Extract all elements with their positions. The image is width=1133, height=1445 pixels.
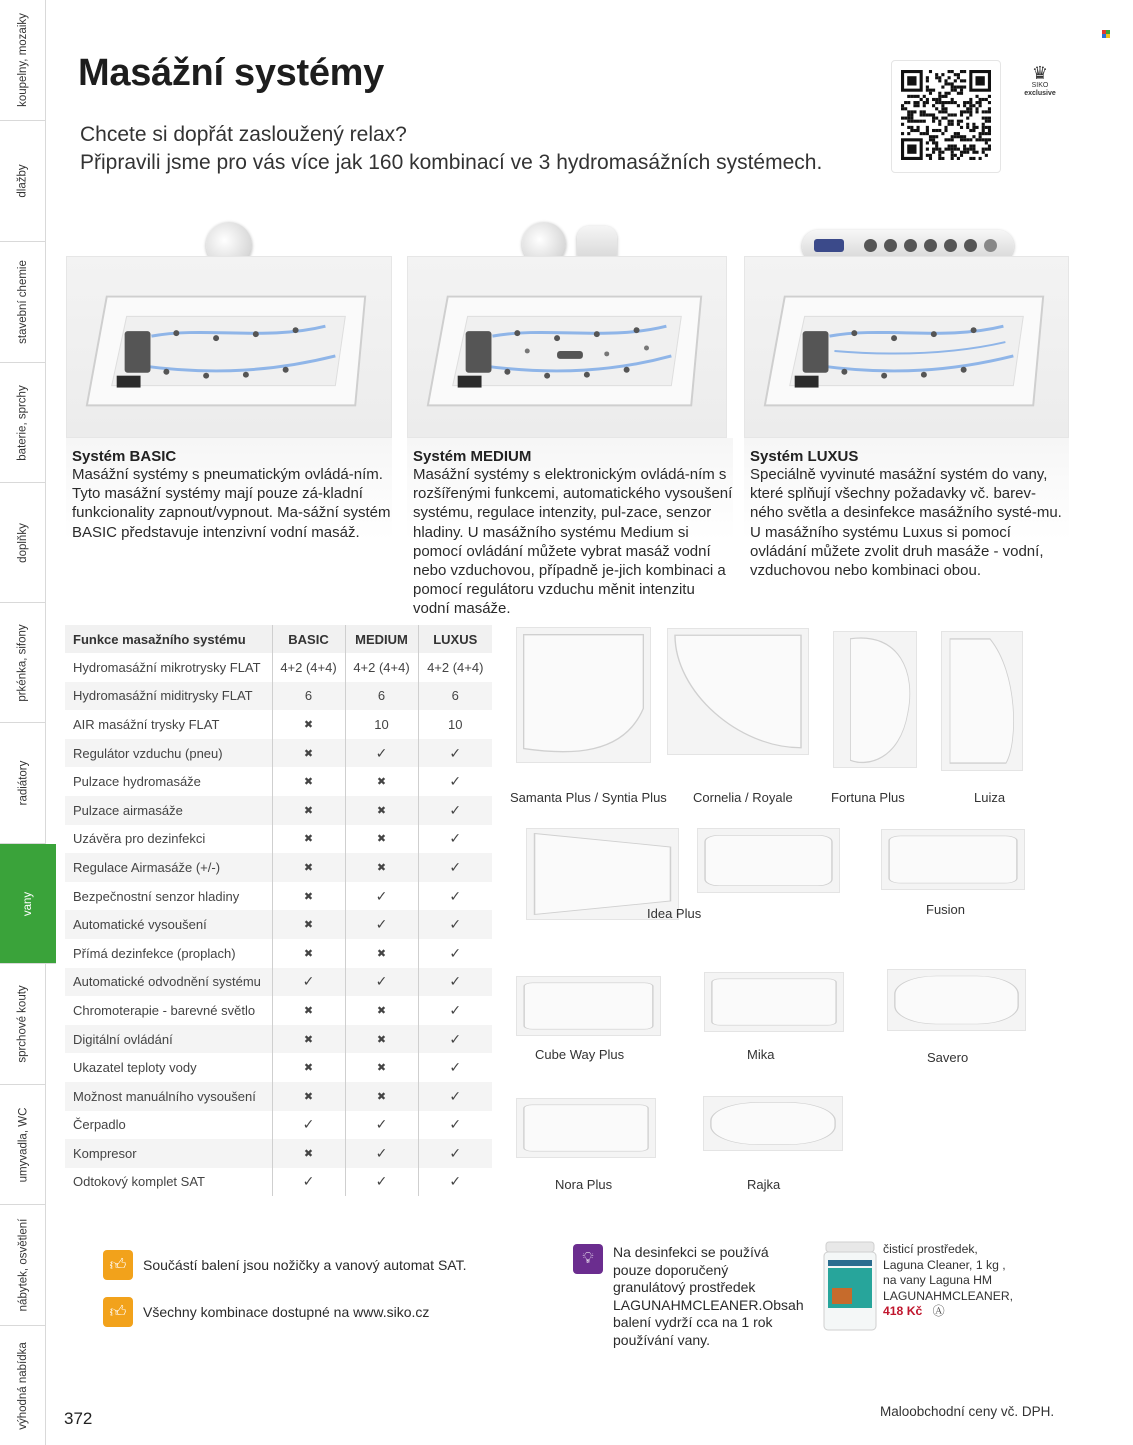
feature-value-cell: 4+2 (4+4) (272, 653, 345, 682)
table-row (65, 1139, 492, 1168)
feature-name-cell: Ukazatel teploty vody (65, 1053, 272, 1082)
feature-name-cell: Hydromasážní miditrysky FLAT (65, 682, 272, 711)
tub-diagram-icon (408, 257, 726, 437)
thumbs-up-icon: 👍︎ (103, 1297, 133, 1327)
column-header: Funkce masažního systému (65, 625, 272, 653)
table-row (65, 825, 492, 854)
note-package-contents (103, 1250, 523, 1280)
system-title: Systém BASIC (72, 448, 177, 465)
table-body (65, 653, 492, 1196)
feature-name-cell: Pulzace airmasáže (65, 796, 272, 825)
system-description (407, 438, 733, 618)
tub-image[interactable] (704, 972, 844, 1032)
sidebar-item-radiatory[interactable] (0, 723, 46, 844)
feature-value-cell: ✓ (418, 739, 492, 768)
feature-value-cell: ✓ (272, 968, 345, 997)
table-row (65, 710, 492, 739)
tub-image[interactable] (941, 631, 1023, 771)
feature-value-cell: ✓ (418, 1082, 492, 1111)
feature-value-cell: ✖ (272, 910, 345, 939)
tub-image[interactable] (881, 829, 1025, 890)
category-sidebar (0, 0, 46, 1445)
table-row (65, 939, 492, 968)
sidebar-item-sprchove-kouty[interactable] (0, 964, 46, 1085)
cleaner-product-image[interactable] (822, 1238, 878, 1334)
tub-label: Luiza (974, 790, 1006, 805)
feature-name-cell: Pulzace hydromasáže (65, 767, 272, 796)
sidebar-item-label: radiátory (17, 760, 29, 806)
note-text: Součástí balení jsou nožičky a vanový automat SAT. (143, 1257, 467, 1273)
sidebar-item-vyhodna-nabidka[interactable] (0, 1326, 46, 1445)
feature-value-cell: ✓ (272, 1168, 345, 1197)
table-row (65, 796, 492, 825)
page-title: Masážní systémy (78, 52, 384, 94)
tub-label: Fortuna Plus (831, 790, 905, 805)
feature-value-cell: 4+2 (4+4) (427, 659, 484, 675)
feature-value-cell: ✖ (272, 1025, 345, 1054)
intro-text (80, 121, 822, 177)
feature-value-cell: ✖ (272, 1139, 345, 1168)
siko-exclusive-badge (1018, 64, 1062, 98)
qr-code[interactable] (891, 60, 1001, 173)
sidebar-item-stavebni-chemie[interactable] (0, 242, 46, 363)
feature-value-cell: ✖ (272, 710, 345, 739)
table-row (65, 996, 492, 1025)
feature-value-cell: ✓ (345, 739, 418, 768)
feature-name-cell: Automatické vysoušení (65, 910, 272, 939)
table-row (65, 1053, 492, 1082)
feature-value-cell: ✓ (449, 1001, 462, 1018)
feature-value-cell: ✓ (345, 1139, 418, 1168)
feature-name-cell: Odtokový komplet SAT (65, 1168, 272, 1197)
tub-label: Cube Way Plus (535, 1047, 625, 1062)
tub-label: Samanta Plus / Syntia Plus (510, 790, 667, 805)
table-row (65, 910, 492, 939)
color-registration-mark (1102, 30, 1110, 38)
table-row (65, 767, 492, 796)
table-row (65, 1111, 492, 1140)
feature-name-cell: Chromoterapie - barevné světlo (65, 996, 272, 1025)
sidebar-item-label: dlažby (17, 164, 29, 198)
feature-value-cell: ✖ (272, 796, 345, 825)
table-row (65, 1082, 492, 1111)
product-info (883, 1242, 1013, 1320)
table-row (65, 682, 492, 711)
feature-value-cell: ✖ (272, 739, 345, 768)
sidebar-item-label: vany (21, 891, 34, 916)
product-price: 418 Kč (883, 1304, 923, 1318)
feature-value-cell: ✓ (418, 910, 492, 939)
feature-name-cell: Bezpečnostní senzor hladiny (65, 882, 272, 911)
sidebar-item-label: výhodná nabídka (17, 1341, 30, 1430)
sidebar-item-label: stavební chemie (17, 260, 29, 344)
feature-name-cell: Přímá dezinfekce (proplach) (65, 939, 272, 968)
feature-value-cell: ✓ (345, 882, 418, 911)
tub-image[interactable] (703, 1096, 843, 1151)
system-text: Speciálně vyvinuté masážní systém do vany, které splňují všechny požadavky vč. barev-ného světla a desinfekce masážního systé-mu. U masážního systému Luxus si pomocí ovládání můžete zvolit druh masáže - vodní, vzduchovou nebo kombinaci obou. (750, 466, 1062, 580)
sidebar-item-label: nábytek, osvětlení (17, 1218, 30, 1312)
tub-image[interactable] (833, 631, 917, 768)
cleaner-jar-icon (822, 1238, 878, 1334)
feature-comparison-table (65, 625, 492, 1196)
feature-name-cell: Regulace Airmasáže (+/-) (65, 853, 272, 882)
feature-value-cell: ✖ (345, 825, 418, 854)
feature-value-cell: ✖ (272, 1082, 345, 1111)
feature-value-cell: ✓ (449, 773, 462, 790)
table-row (65, 739, 492, 768)
sidebar-item-koupelny[interactable] (0, 0, 46, 121)
feature-name-cell: Možnost manuálního vysoušení (65, 1082, 272, 1111)
table-header-row (65, 625, 492, 653)
qr-code-graphic (901, 70, 991, 160)
crown-icon: ♛ (1031, 63, 1049, 83)
thumbs-up-icon: 👍︎ (103, 1250, 133, 1280)
feature-value-cell: ✓ (418, 968, 492, 997)
sidebar-item-label: koupelny, mozaiky (17, 13, 29, 107)
sidebar-item-label: umyvadla, WC (17, 1107, 29, 1182)
note-text: Na desinfekci se používá pouze doporučený granulátový prostředek LAGUNAHMCLEANER.Obsah balení vydrží cca na 1 rok používání vany. (613, 1244, 804, 1348)
tub-image[interactable] (887, 969, 1026, 1031)
feature-value-cell: ✖ (345, 996, 418, 1025)
tub-image[interactable] (667, 628, 809, 755)
table-row (65, 853, 492, 882)
feature-value-cell: ✓ (449, 944, 462, 961)
table-row (65, 653, 492, 682)
feature-value-cell: ✖ (345, 939, 418, 968)
feature-name-cell: Regulátor vzduchu (pneu) (65, 739, 272, 768)
tub-label: Cornelia / Royale (693, 790, 793, 805)
feature-value-cell: ✓ (345, 968, 418, 997)
system-description (744, 438, 1069, 608)
sidebar-item-doplnky[interactable] (0, 483, 46, 603)
table-row (65, 1025, 492, 1054)
feature-value-cell: ✖ (345, 853, 418, 882)
tub-diagram-icon (67, 257, 391, 437)
badge-brand: SIKO (1031, 82, 1049, 89)
system-title: Systém LUXUS (750, 448, 859, 465)
system-title: Systém MEDIUM (413, 448, 532, 465)
feature-value-cell: ✖ (345, 1053, 418, 1082)
sidebar-item-label: sprchové kouty (17, 985, 30, 1063)
feature-name-cell: AIR masážní trysky FLAT (65, 710, 272, 739)
feature-name-cell: Uzávěra pro dezinfekci (65, 825, 272, 854)
system-text: Masážní systémy s pneumatickým ovládá-ním. Tyto masážní systémy mají pouze zá-kladní funkcionality zapnout/vypnout. Ma-sážní systém BASIC představuje intenzivní vodní masáž. (72, 466, 391, 541)
tub-image[interactable] (697, 828, 840, 893)
page-number: 372 (64, 1409, 93, 1428)
sidebar-item-dlazby[interactable] (0, 121, 46, 242)
feature-value-cell: 4+2 (4+4) (345, 653, 418, 682)
feature-name-cell: Digitální ovládání (65, 1025, 272, 1054)
tub-illustration (744, 256, 1069, 438)
feature-value-cell: 6 (272, 682, 345, 711)
sidebar-item-label: prkénka, sifony (17, 623, 30, 702)
feature-value-cell: ✓ (418, 853, 492, 882)
tub-label: Nora Plus (555, 1177, 613, 1192)
badge-tag: exclusive (1024, 90, 1056, 97)
feature-value-cell: ✓ (345, 1111, 418, 1140)
feature-value-cell: ✓ (449, 1173, 462, 1190)
column-header: LUXUS (418, 625, 492, 653)
feature-value-cell: ✖ (345, 796, 418, 825)
intro-line: Chcete si dopřát zasloužený relax? (80, 123, 407, 146)
table-row (65, 882, 492, 911)
tub-illustration (66, 256, 392, 438)
feature-value-cell: ✓ (345, 910, 418, 939)
note-combinations (103, 1297, 523, 1327)
feature-value-cell: ✓ (418, 1139, 492, 1168)
sidebar-item-baterie[interactable] (0, 363, 46, 483)
sidebar-item-vany[interactable] (0, 844, 56, 964)
feature-value-cell: ✖ (272, 825, 345, 854)
column-header: BASIC (272, 625, 345, 653)
sidebar-item-label: doplňky (16, 522, 29, 563)
system-text: Masážní systémy s elektronickým ovládá-ním s rozšířenými funkcemi, automatického vysoušení systému, regulace intenzity, pul-zace, senzor hladiny. U masážního systému Medium si pomocí ovládání můžete vybrat masáž vodní nebo vzduchovou, případně je-jich kombinaci a pomocí regulátoru vzduchu měnit intenzitu vodní masáže. (413, 466, 733, 618)
feature-value-cell: ✓ (449, 1059, 462, 1076)
price-note: Maloobchodní ceny vč. DPH. (880, 1404, 1055, 1419)
feature-value-cell: ✖ (345, 767, 418, 796)
feature-value-cell: ✓ (272, 1111, 345, 1140)
feature-value-cell: ✓ (449, 830, 462, 847)
table-row (65, 968, 492, 997)
tub-image[interactable] (516, 1098, 656, 1158)
feature-value-cell: ✓ (345, 1168, 418, 1197)
feature-value-cell: 6 (345, 682, 418, 711)
sidebar-item-umyvadla[interactable] (0, 1085, 46, 1205)
tub-label: Idea Plus (647, 906, 702, 921)
table-row (65, 1168, 492, 1197)
feature-value-cell: 6 (418, 682, 492, 711)
feature-name-cell: Čerpadlo (65, 1111, 272, 1140)
feature-value-cell: 10 (448, 716, 463, 732)
system-description (66, 438, 392, 608)
feature-name-cell: Hydromasážní mikrotrysky FLAT (65, 653, 272, 682)
feature-name-cell: Automatické odvodnění systému (65, 968, 272, 997)
sidebar-item-label: baterie, sprchy (17, 384, 29, 461)
feature-value-cell: ✖ (272, 853, 345, 882)
note-disinfection (573, 1244, 803, 1349)
tub-label: Rajka (747, 1177, 781, 1192)
feature-value-cell: ✓ (418, 796, 492, 825)
feature-value-cell: 10 (345, 710, 418, 739)
feature-value-cell: ✖ (272, 767, 345, 796)
feature-value-cell: ✖ (272, 882, 345, 911)
tub-label: Mika (747, 1047, 775, 1062)
tub-image[interactable] (516, 627, 651, 763)
sidebar-item-nabytek[interactable] (0, 1205, 46, 1326)
feature-value-cell: ✖ (272, 996, 345, 1025)
energy-symbol: Ⓐ (932, 1304, 945, 1318)
column-header: MEDIUM (345, 625, 418, 653)
feature-value-cell: ✖ (272, 1053, 345, 1082)
feature-value-cell: ✓ (449, 1116, 462, 1133)
sidebar-item-prkenka[interactable] (0, 603, 46, 723)
tub-label: Fusion (926, 902, 966, 917)
tub-image[interactable] (516, 976, 661, 1036)
feature-value-cell: ✓ (449, 887, 462, 904)
intro-line: Připravili jsme pro vás více jak 160 kombinací ve 3 hydromasážních systémech. (80, 151, 823, 174)
tub-illustration (407, 256, 727, 438)
product-description: čisticí prostředek, Laguna Cleaner, 1 kg , na vany Laguna HM LAGUNAHMCLEANER, (883, 1242, 1014, 1303)
tub-label: Savero (927, 1050, 969, 1065)
feature-value-cell: ✖ (345, 1082, 418, 1111)
feature-value-cell: ✖ (345, 1025, 418, 1054)
lightbulb-icon: 💡︎ (573, 1244, 603, 1274)
feature-name-cell: Kompresor (65, 1139, 272, 1168)
feature-value-cell: ✓ (418, 1025, 492, 1054)
note-text: Všechny kombinace dostupné na www.siko.cz (143, 1304, 430, 1320)
tub-diagram-icon (745, 257, 1068, 437)
feature-value-cell: ✖ (272, 939, 345, 968)
